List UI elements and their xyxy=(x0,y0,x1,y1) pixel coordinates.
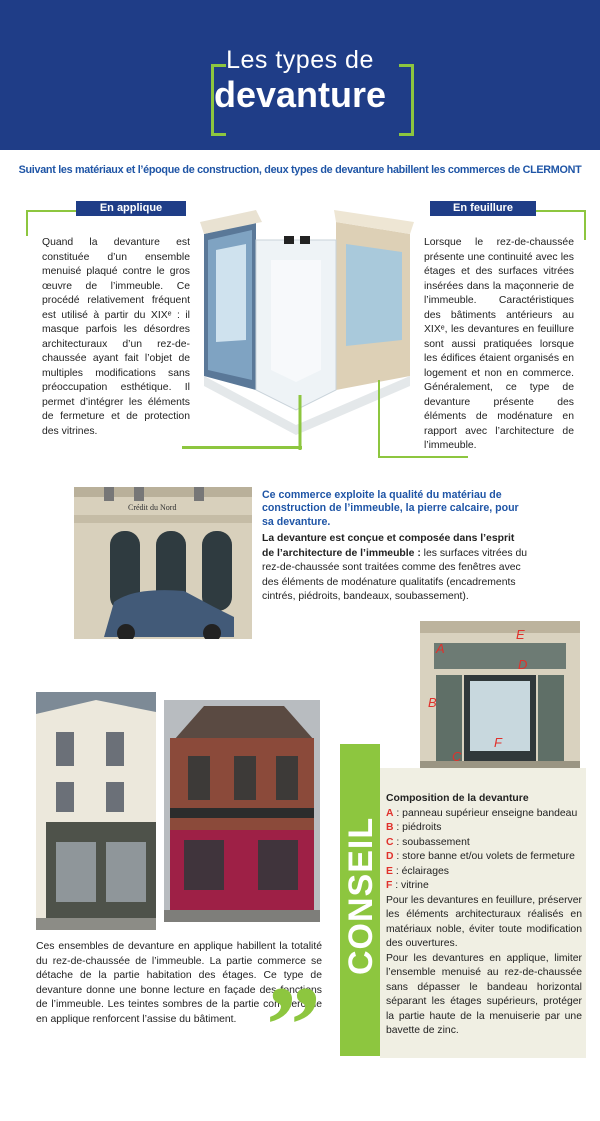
green-line xyxy=(26,210,76,212)
credit-caption-bold: Ce commerce exploite la qualité du matériau de construction de l’immeuble, la pierre calcaire, pour sa devanture. xyxy=(262,489,519,528)
list-item: A : panneau supérieur enseigne bandeau xyxy=(386,807,578,819)
green-line xyxy=(378,456,468,458)
green-line xyxy=(536,210,586,212)
quote-mark: ” xyxy=(266,964,321,1086)
label-en-applique: En applique xyxy=(76,201,186,216)
green-line xyxy=(584,210,586,240)
list-item: F : vitrine xyxy=(386,880,429,891)
applique-text: Quand la devanture est constituée d’un ensemble menuisé plaqué contre le gros œuvre de l’immeuble. Ce procédé relativement fréquent est utilisé à partir du XIXᵉ : il masque parfois les désordres architecturaux d’un rez-de-chaussée ayant fait l’objet de multiples modifications sans préoccupation esthétique. Il permet d’intégrer les éléments de fermeture et de protection des vitrines. xyxy=(42,237,190,437)
conseil-para2: Pour les devantures en applique, limiter l’ensemble menuisé au rez-de-chaussée sans dépasser le bandeau horizontal séparant les étages supérieurs, protéger la partie haute de la menuiserie par une bavette de zinc. xyxy=(386,952,582,1036)
list-item: C : soubassement xyxy=(386,836,470,848)
letter-e: E xyxy=(516,627,525,642)
conseil-para1: Pour les devantures en feuillure, préserver les éléments architecturaux réalisés en matériaux noble, éviter toute modification des ouvertures. xyxy=(386,894,582,949)
conseil-title: CONSEIL xyxy=(342,816,380,975)
green-line xyxy=(182,446,302,449)
page-title-line2: devanture xyxy=(213,74,387,115)
green-line xyxy=(378,380,380,458)
composition-list xyxy=(386,792,582,1039)
building-photo-brick xyxy=(164,700,320,922)
green-line xyxy=(26,210,28,236)
storefront-illustration xyxy=(196,200,422,450)
label-en-feuillure: En feuillure xyxy=(430,201,536,216)
letter-c: C xyxy=(452,749,462,764)
letter-d: D xyxy=(518,657,528,672)
intro-text: Suivant les matériaux et l’époque de construction, deux types de devanture habillent les commerces de CLERMONT xyxy=(18,164,582,176)
lettered-storefront-photo xyxy=(420,621,580,771)
title-bracket-left xyxy=(211,64,226,136)
credit-caption-rest: les surfaces vitrées du rez-de-chaussée sont traitées comme des fenêtres avec des éléments de modénature qualitatifs (encadrements cintrés, piédroits, bandeaux, soubassement). xyxy=(262,547,528,602)
feuillure-text: Lorsque le rez-de-chaussée présente une continuité avec les étages et des surfaces vitrées insérées dans la maçonnerie de l’immeuble. Caractéristiques des bâtiments antérieurs au XIXᵉ, les devantures en feuillure sont aussi pratiquées lorsque les édifices étaient organisés en logement et non en commerce. Généralement, ce type de devanture présente des éléments de modénature en rapport avec l’architecture de l’immeuble. xyxy=(424,237,574,451)
credit-caption-lead: La devanture est conçue et composée dans l’esprit de l’architecture de l’immeuble : xyxy=(262,533,515,559)
credit-caption xyxy=(262,532,528,605)
list-item: E : éclairages xyxy=(386,865,449,877)
page-title-line1: Les types de xyxy=(226,46,374,74)
letter-f: F xyxy=(494,735,502,750)
credit-du-nord-photo xyxy=(74,487,252,639)
letter-a: A xyxy=(436,641,445,656)
bottom-text: Ces ensembles de devanture en applique habillent la totalité du rez-de-chaussée de l’immeuble. La partie commerce se détache de la partie habitation des étages. Ce type de devanture donne une bonne lecture en façade des fonctions de l’immeuble. Les teintes sombres de la partie commerciale en applique renforcent l’assise du bâtiment. xyxy=(36,941,322,1025)
title-bracket-right xyxy=(399,64,414,136)
letter-b: B xyxy=(428,695,437,710)
list-item: B : piédroits xyxy=(386,822,442,833)
credit-sign: Crédit du Nord xyxy=(128,503,177,512)
building-photo-cream xyxy=(36,692,156,930)
list-item: D : store banne et/ou volets de fermeture xyxy=(386,851,575,862)
composition-title: Composition de la devanture xyxy=(386,793,529,804)
